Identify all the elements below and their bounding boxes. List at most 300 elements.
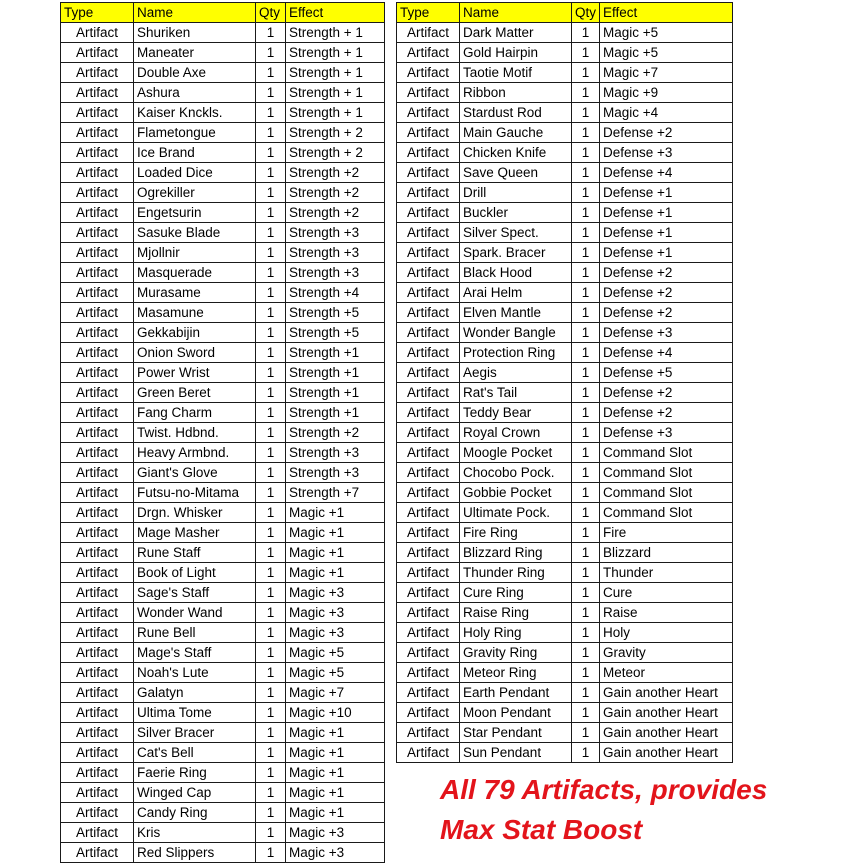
qty-cell: 1 [572, 263, 600, 283]
type-cell: Artifact [61, 143, 134, 163]
effect-cell: Cure [600, 583, 733, 603]
qty-cell: 1 [572, 103, 600, 123]
qty-cell: 1 [572, 43, 600, 63]
qty-cell: 1 [256, 363, 286, 383]
qty-cell: 1 [572, 183, 600, 203]
qty-cell: 1 [256, 263, 286, 283]
artifact-table-left [60, 2, 385, 863]
type-cell: Artifact [61, 363, 134, 383]
qty-cell: 1 [572, 63, 600, 83]
qty-cell: 1 [256, 563, 286, 583]
effect-cell: Gain another Heart [600, 743, 733, 763]
type-cell: Artifact [397, 163, 460, 183]
name-cell: Gekkabijin [134, 323, 256, 343]
type-cell: Artifact [61, 643, 134, 663]
effect-cell: Fire [600, 523, 733, 543]
effect-cell: Command Slot [600, 443, 733, 463]
effect-cell: Defense +2 [600, 283, 733, 303]
name-cell: Holy Ring [460, 623, 572, 643]
table-row [61, 223, 385, 243]
table-row [61, 683, 385, 703]
qty-cell: 1 [572, 23, 600, 43]
qty-cell: 1 [572, 223, 600, 243]
name-cell: Masamune [134, 303, 256, 323]
name-cell: Blizzard Ring [460, 543, 572, 563]
effect-cell: Defense +2 [600, 303, 733, 323]
type-cell: Artifact [61, 803, 134, 823]
table-row [61, 463, 385, 483]
table-row [61, 183, 385, 203]
caption [440, 770, 767, 850]
effect-cell: Defense +5 [600, 363, 733, 383]
effect-cell: Strength +4 [286, 283, 385, 303]
qty-cell: 1 [256, 663, 286, 683]
qty-cell: 1 [256, 723, 286, 743]
type-cell: Artifact [61, 823, 134, 843]
effect-cell: Strength + 2 [286, 123, 385, 143]
name-cell: Silver Bracer [134, 723, 256, 743]
name-cell: Raise Ring [460, 603, 572, 623]
table-row [397, 203, 733, 223]
name-cell: Flametongue [134, 123, 256, 143]
qty-cell: 1 [256, 783, 286, 803]
effect-cell: Defense +4 [600, 343, 733, 363]
type-cell: Artifact [397, 663, 460, 683]
effect-cell: Strength +7 [286, 483, 385, 503]
qty-cell: 1 [256, 323, 286, 343]
name-cell: Silver Spect. [460, 223, 572, 243]
table-row [61, 443, 385, 463]
effect-cell: Defense +3 [600, 143, 733, 163]
type-cell: Artifact [61, 483, 134, 503]
qty-cell: 1 [256, 503, 286, 523]
effect-cell: Strength +3 [286, 463, 385, 483]
name-cell: Cure Ring [460, 583, 572, 603]
qty-cell: 1 [572, 363, 600, 383]
table-row [61, 83, 385, 103]
qty-cell: 1 [256, 123, 286, 143]
table-row [397, 523, 733, 543]
type-cell: Artifact [61, 403, 134, 423]
name-cell: Loaded Dice [134, 163, 256, 183]
type-cell: Artifact [61, 43, 134, 63]
table-row [61, 323, 385, 343]
type-cell: Artifact [61, 543, 134, 563]
type-cell: Artifact [397, 423, 460, 443]
qty-cell: 1 [256, 183, 286, 203]
type-cell: Artifact [397, 243, 460, 263]
qty-cell: 1 [256, 683, 286, 703]
name-cell: Thunder Ring [460, 563, 572, 583]
effect-cell: Strength +5 [286, 303, 385, 323]
table-row [61, 63, 385, 83]
name-cell: Twist. Hdbnd. [134, 423, 256, 443]
table-row [397, 723, 733, 743]
table-row [397, 703, 733, 723]
effect-cell: Magic +1 [286, 783, 385, 803]
table-row [61, 783, 385, 803]
type-cell: Artifact [397, 143, 460, 163]
type-cell: Artifact [61, 163, 134, 183]
name-cell: Earth Pendant [460, 683, 572, 703]
name-cell: Mage's Staff [134, 643, 256, 663]
effect-cell: Defense +2 [600, 263, 733, 283]
type-cell: Artifact [61, 623, 134, 643]
name-cell: Giant's Glove [134, 463, 256, 483]
qty-cell: 1 [256, 143, 286, 163]
left-table-body [61, 3, 385, 863]
name-cell: Moogle Pocket [460, 443, 572, 463]
effect-cell: Gravity [600, 643, 733, 663]
type-cell: Artifact [397, 183, 460, 203]
effect-cell: Magic +1 [286, 743, 385, 763]
qty-cell: 1 [256, 823, 286, 843]
name-cell: Power Wrist [134, 363, 256, 383]
effect-cell: Command Slot [600, 503, 733, 523]
qty-cell: 1 [572, 503, 600, 523]
effect-cell: Defense +2 [600, 123, 733, 143]
name-cell: Galatyn [134, 683, 256, 703]
table-row [61, 383, 385, 403]
type-cell: Artifact [61, 343, 134, 363]
header-type: Type [61, 3, 134, 23]
type-cell: Artifact [397, 683, 460, 703]
name-cell: Ice Brand [134, 143, 256, 163]
effect-cell: Magic +1 [286, 723, 385, 743]
effect-cell: Strength + 2 [286, 143, 385, 163]
qty-cell: 1 [572, 583, 600, 603]
effect-cell: Magic +5 [600, 23, 733, 43]
qty-cell: 1 [572, 743, 600, 763]
effect-cell: Magic +3 [286, 823, 385, 843]
qty-cell: 1 [256, 803, 286, 823]
qty-cell: 1 [572, 483, 600, 503]
type-cell: Artifact [397, 483, 460, 503]
table-row [397, 303, 733, 323]
name-cell: Mage Masher [134, 523, 256, 543]
effect-cell: Strength + 1 [286, 23, 385, 43]
effect-cell: Blizzard [600, 543, 733, 563]
effect-cell: Strength +3 [286, 243, 385, 263]
table-row [61, 603, 385, 623]
effect-cell: Strength + 1 [286, 103, 385, 123]
caption-line-2: Max Stat Boost [440, 814, 643, 845]
name-cell: Elven Mantle [460, 303, 572, 323]
effect-cell: Strength +1 [286, 383, 385, 403]
type-cell: Artifact [61, 103, 134, 123]
name-cell: Faerie Ring [134, 763, 256, 783]
name-cell: Noah's Lute [134, 663, 256, 683]
effect-cell: Defense +3 [600, 423, 733, 443]
qty-cell: 1 [256, 23, 286, 43]
name-cell: Teddy Bear [460, 403, 572, 423]
qty-cell: 1 [572, 243, 600, 263]
effect-cell: Strength + 1 [286, 43, 385, 63]
effect-cell: Strength +5 [286, 323, 385, 343]
qty-cell: 1 [256, 243, 286, 263]
table-row [397, 503, 733, 523]
effect-cell: Magic +1 [286, 523, 385, 543]
table-row [397, 283, 733, 303]
name-cell: Heavy Armbnd. [134, 443, 256, 463]
type-cell: Artifact [397, 203, 460, 223]
name-cell: Kris [134, 823, 256, 843]
name-cell: Arai Helm [460, 283, 572, 303]
type-cell: Artifact [397, 603, 460, 623]
name-cell: Candy Ring [134, 803, 256, 823]
type-cell: Artifact [397, 363, 460, 383]
qty-cell: 1 [256, 283, 286, 303]
effect-cell: Defense +2 [600, 383, 733, 403]
qty-cell: 1 [572, 543, 600, 563]
effect-cell: Magic +1 [286, 563, 385, 583]
name-cell: Sun Pendant [460, 743, 572, 763]
table-row [397, 563, 733, 583]
table-row [397, 543, 733, 563]
type-cell: Artifact [61, 383, 134, 403]
type-cell: Artifact [61, 263, 134, 283]
type-cell: Artifact [61, 423, 134, 443]
name-cell: Chocobo Pock. [460, 463, 572, 483]
type-cell: Artifact [397, 223, 460, 243]
type-cell: Artifact [61, 743, 134, 763]
type-cell: Artifact [397, 703, 460, 723]
type-cell: Artifact [397, 323, 460, 343]
name-cell: Ribbon [460, 83, 572, 103]
header-name: Name [460, 3, 572, 23]
artifact-table-right [396, 2, 733, 763]
name-cell: Wonder Bangle [460, 323, 572, 343]
qty-cell: 1 [256, 483, 286, 503]
name-cell: Drill [460, 183, 572, 203]
header-effect: Effect [600, 3, 733, 23]
name-cell: Royal Crown [460, 423, 572, 443]
effect-cell: Strength +1 [286, 363, 385, 383]
name-cell: Dark Matter [460, 23, 572, 43]
name-cell: Sasuke Blade [134, 223, 256, 243]
effect-cell: Strength +3 [286, 443, 385, 463]
type-cell: Artifact [61, 603, 134, 623]
type-cell: Artifact [397, 543, 460, 563]
qty-cell: 1 [256, 83, 286, 103]
table-row [397, 363, 733, 383]
table-row [61, 663, 385, 683]
effect-cell: Defense +4 [600, 163, 733, 183]
qty-cell: 1 [572, 523, 600, 543]
type-cell: Artifact [61, 703, 134, 723]
table-row [61, 503, 385, 523]
table-row [397, 103, 733, 123]
effect-cell: Magic +5 [286, 643, 385, 663]
type-cell: Artifact [397, 563, 460, 583]
type-cell: Artifact [397, 583, 460, 603]
type-cell: Artifact [397, 623, 460, 643]
table-row [61, 563, 385, 583]
qty-cell: 1 [256, 843, 286, 863]
name-cell: Star Pendant [460, 723, 572, 743]
name-cell: Futsu-no-Mitama [134, 483, 256, 503]
qty-cell: 1 [572, 343, 600, 363]
caption-line-1: All 79 Artifacts, provides [440, 774, 768, 805]
qty-cell: 1 [572, 463, 600, 483]
table-row [397, 643, 733, 663]
qty-cell: 1 [572, 403, 600, 423]
type-cell: Artifact [61, 23, 134, 43]
effect-cell: Gain another Heart [600, 723, 733, 743]
effect-cell: Strength + 1 [286, 83, 385, 103]
type-cell: Artifact [397, 123, 460, 143]
effect-cell: Magic +1 [286, 803, 385, 823]
name-cell: Rune Bell [134, 623, 256, 643]
header-qty: Qty [572, 3, 600, 23]
name-cell: Kaiser Knckls. [134, 103, 256, 123]
table-row [61, 403, 385, 423]
type-cell: Artifact [397, 643, 460, 663]
type-cell: Artifact [61, 663, 134, 683]
qty-cell: 1 [256, 703, 286, 723]
table-row [61, 843, 385, 863]
effect-cell: Magic +4 [600, 103, 733, 123]
type-cell: Artifact [61, 243, 134, 263]
type-cell: Artifact [397, 403, 460, 423]
qty-cell: 1 [572, 203, 600, 223]
table-row [397, 243, 733, 263]
table-row [397, 163, 733, 183]
name-cell: Ultima Tome [134, 703, 256, 723]
name-cell: Rat's Tail [460, 383, 572, 403]
qty-cell: 1 [572, 643, 600, 663]
table-row [397, 343, 733, 363]
type-cell: Artifact [61, 203, 134, 223]
effect-cell: Strength +2 [286, 183, 385, 203]
qty-cell: 1 [256, 43, 286, 63]
type-cell: Artifact [61, 763, 134, 783]
effect-cell: Magic +3 [286, 583, 385, 603]
type-cell: Artifact [61, 83, 134, 103]
effect-cell: Strength + 1 [286, 63, 385, 83]
effect-cell: Defense +1 [600, 223, 733, 243]
table-row [61, 23, 385, 43]
qty-cell: 1 [572, 83, 600, 103]
name-cell: Protection Ring [460, 343, 572, 363]
qty-cell: 1 [572, 383, 600, 403]
effect-cell: Magic +5 [286, 663, 385, 683]
table-row [61, 303, 385, 323]
type-cell: Artifact [61, 223, 134, 243]
effect-cell: Raise [600, 603, 733, 623]
table-row [397, 263, 733, 283]
effect-cell: Magic +9 [600, 83, 733, 103]
table-row [61, 623, 385, 643]
type-cell: Artifact [397, 383, 460, 403]
type-cell: Artifact [61, 503, 134, 523]
table-row [397, 323, 733, 343]
table-row [61, 803, 385, 823]
type-cell: Artifact [397, 443, 460, 463]
name-cell: Save Queen [460, 163, 572, 183]
table-row [397, 23, 733, 43]
qty-cell: 1 [572, 323, 600, 343]
table-row [397, 663, 733, 683]
qty-cell: 1 [572, 663, 600, 683]
table-row [397, 623, 733, 643]
type-cell: Artifact [397, 723, 460, 743]
name-cell: Black Hood [460, 263, 572, 283]
name-cell: Meteor Ring [460, 663, 572, 683]
type-cell: Artifact [397, 283, 460, 303]
name-cell: Fire Ring [460, 523, 572, 543]
effect-cell: Command Slot [600, 463, 733, 483]
table-row [61, 543, 385, 563]
name-cell: Book of Light [134, 563, 256, 583]
qty-cell: 1 [256, 343, 286, 363]
effect-cell: Defense +2 [600, 403, 733, 423]
qty-cell: 1 [572, 683, 600, 703]
effect-cell: Magic +1 [286, 763, 385, 783]
type-cell: Artifact [61, 583, 134, 603]
name-cell: Wonder Wand [134, 603, 256, 623]
effect-cell: Defense +1 [600, 203, 733, 223]
table-row [397, 143, 733, 163]
name-cell: Masquerade [134, 263, 256, 283]
qty-cell: 1 [256, 583, 286, 603]
name-cell: Red Slippers [134, 843, 256, 863]
table-row [397, 83, 733, 103]
type-cell: Artifact [397, 463, 460, 483]
effect-cell: Magic +5 [600, 43, 733, 63]
type-cell: Artifact [61, 783, 134, 803]
qty-cell: 1 [572, 143, 600, 163]
qty-cell: 1 [256, 543, 286, 563]
qty-cell: 1 [256, 623, 286, 643]
type-cell: Artifact [397, 523, 460, 543]
table-row [397, 43, 733, 63]
type-cell: Artifact [397, 43, 460, 63]
type-cell: Artifact [61, 63, 134, 83]
name-cell: Shuriken [134, 23, 256, 43]
table-row [61, 243, 385, 263]
name-cell: Green Beret [134, 383, 256, 403]
qty-cell: 1 [572, 123, 600, 143]
name-cell: Gobbie Pocket [460, 483, 572, 503]
header-effect: Effect [286, 3, 385, 23]
effect-cell: Magic +1 [286, 543, 385, 563]
qty-cell: 1 [256, 303, 286, 323]
name-cell: Main Gauche [460, 123, 572, 143]
qty-cell: 1 [256, 523, 286, 543]
type-cell: Artifact [61, 323, 134, 343]
table-row [61, 423, 385, 443]
effect-cell: Defense +1 [600, 243, 733, 263]
type-cell: Artifact [397, 103, 460, 123]
type-cell: Artifact [397, 83, 460, 103]
type-cell: Artifact [61, 283, 134, 303]
name-cell: Stardust Rod [460, 103, 572, 123]
qty-cell: 1 [572, 603, 600, 623]
qty-cell: 1 [256, 103, 286, 123]
table-row [397, 483, 733, 503]
effect-cell: Defense +1 [600, 183, 733, 203]
name-cell: Onion Sword [134, 343, 256, 363]
qty-cell: 1 [256, 403, 286, 423]
name-cell: Cat's Bell [134, 743, 256, 763]
name-cell: Winged Cap [134, 783, 256, 803]
qty-cell: 1 [256, 743, 286, 763]
header-row [397, 3, 733, 23]
table-row [397, 603, 733, 623]
name-cell: Maneater [134, 43, 256, 63]
name-cell: Ultimate Pock. [460, 503, 572, 523]
